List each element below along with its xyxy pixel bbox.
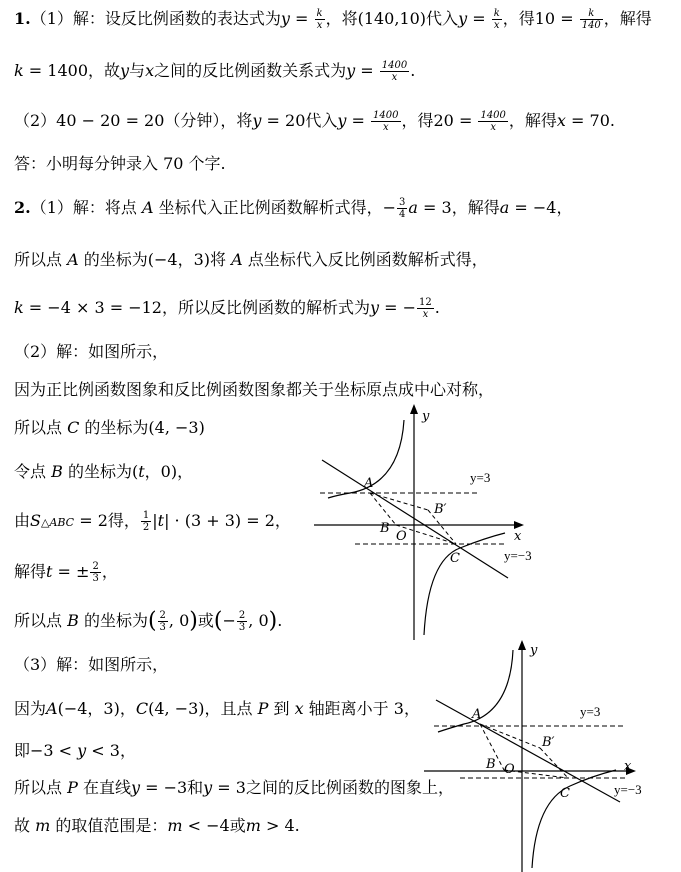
line-19: 故 m 的取值范围是：m < −4或m > 4. bbox=[14, 816, 300, 835]
line-18: 所以点 P 在直线y = −3和y = 3之间的反比例函数的图象上， bbox=[14, 778, 454, 797]
label-A: A bbox=[364, 476, 374, 491]
line-17: 即−3 < y < 3， bbox=[14, 741, 136, 760]
line-13: 解得t = ± $\frac{2}{3}$ ， bbox=[14, 561, 118, 584]
dash-A-Bp bbox=[480, 724, 540, 748]
label-y-neg3: y=−3 bbox=[614, 782, 642, 797]
label-B: B bbox=[380, 521, 390, 536]
y-axis-arrow bbox=[410, 404, 418, 414]
hyperbola-lower-right bbox=[532, 770, 616, 868]
y-axis-arrow bbox=[518, 640, 526, 650]
label-A: A bbox=[472, 707, 482, 722]
label-y3: y=3 bbox=[580, 704, 601, 719]
line-8: （2）解：如图所示， bbox=[14, 342, 169, 361]
label-C: C bbox=[560, 786, 570, 801]
figure-1 bbox=[300, 400, 540, 640]
line-12: 由S△ABC = 2得， $\frac{1}{2}$ |t| · (3 + 3) = 2， bbox=[14, 510, 291, 533]
label-y3: y=3 bbox=[470, 470, 491, 485]
line-6: 所以点 A 的坐标为(−4，3)将 A 点坐标代入反比例函数解析式得， bbox=[14, 250, 488, 269]
line-3: （2）40 − 20 = 20（分钟），将y = 20代入y = $\frac{1400}{x}$ ，得20 = $\frac{1400}{x}$ ，解得x = 70. bbox=[14, 110, 615, 133]
line-11: 令点 B 的坐标为(t，0)， bbox=[14, 462, 194, 481]
label-y-axis: y bbox=[422, 409, 430, 424]
hyperbola-lower-right bbox=[424, 533, 505, 635]
x-axis-arrow bbox=[514, 521, 524, 529]
label-x-axis: x bbox=[624, 759, 632, 774]
line-9: 因为正比例函数图象和反比例函数图象都关于坐标原点成中心对称， bbox=[14, 380, 495, 399]
label-B-prime: B′ bbox=[434, 502, 447, 517]
line-2: k = 1400，故y与x之间的反比例函数关系式为y = $\frac{1400}{x}$ . bbox=[14, 60, 416, 83]
line-15: （3）解：如图所示， bbox=[14, 655, 169, 674]
line-1: 1.（1）解：设反比例函数的表达式为y = $\frac{k}{x}$ ，将(140,10)代入y = $\frac{k}{x}$ ，得10 = $\frac{k}{140}$ ，解得 bbox=[14, 8, 652, 31]
label-B-prime: B′ bbox=[542, 735, 555, 750]
label-y-neg3: y=−3 bbox=[504, 548, 532, 563]
line-7: k = −4 × 3 = −12，所以反比例函数的解析式为y = − $\frac{12}{x}$ . bbox=[14, 297, 440, 320]
line-4: 答：小明每分钟录入 70 个字. bbox=[14, 154, 226, 173]
line-5: 2.（1）解：将点 A 坐标代入正比例函数解析式得，− $\frac{3}{4}$ a = 3，解得a = −4， bbox=[14, 197, 573, 220]
line-14: 所以点 B 的坐标为( $\frac{2}{3}$ , 0)或(− $\frac{2}{3}$ , 0). bbox=[14, 608, 283, 634]
label-O: O bbox=[396, 529, 407, 544]
dash-Bp-C bbox=[540, 748, 568, 778]
figure-2 bbox=[420, 636, 660, 872]
dash-A-Bp bbox=[370, 493, 428, 510]
line-10: 所以点 C 的坐标为(4, −3) bbox=[14, 418, 205, 437]
label-C: C bbox=[450, 551, 460, 566]
label-y-axis: y bbox=[530, 643, 538, 658]
line-16: 因为A(−4，3)，C(4, −3)，且点 P 到 x 轴距离小于 3， bbox=[14, 699, 420, 718]
label-x-axis: x bbox=[514, 529, 522, 544]
label-O: O bbox=[504, 762, 515, 777]
label-B: B bbox=[486, 757, 496, 772]
